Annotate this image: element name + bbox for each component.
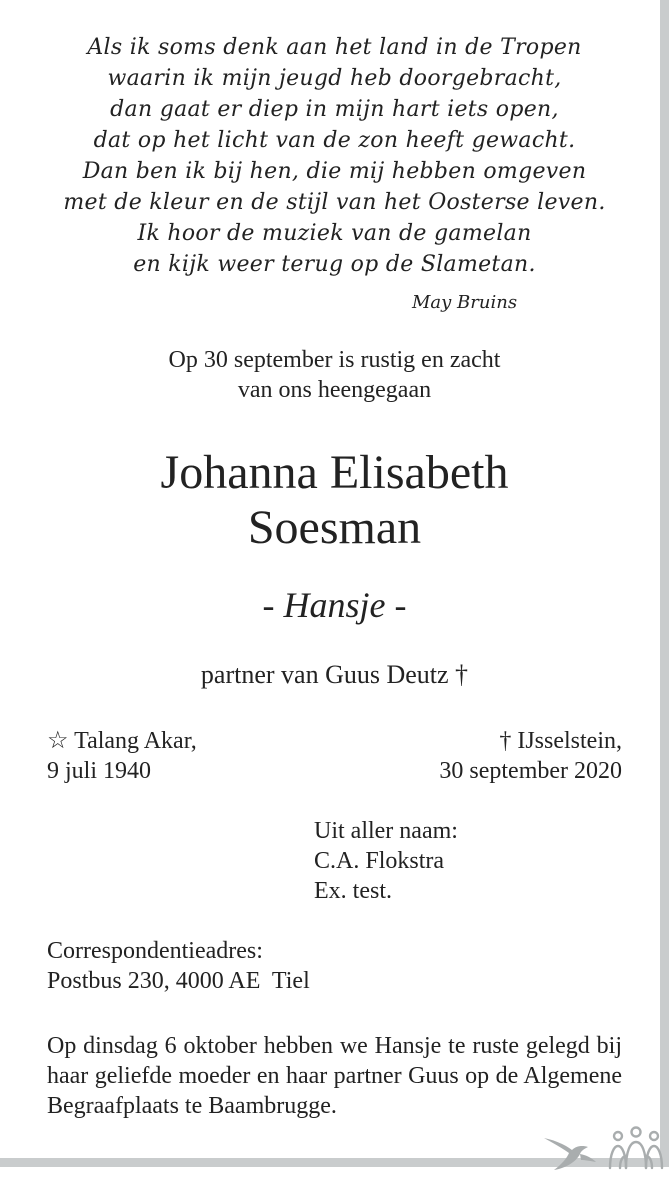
signatories [314, 816, 458, 906]
birth-info [47, 726, 197, 786]
swallow-and-people-icon [540, 1124, 664, 1172]
correspondence-address [47, 936, 310, 996]
signatory-name: C.A. Flokstra [314, 848, 445, 874]
deceased-name [0, 445, 669, 555]
birth-place: ☆ Talang Akar, [47, 728, 197, 754]
partner-line: partner van Guus Deutz † [200, 660, 469, 689]
signatory-heading: Uit aller naam: [314, 818, 458, 844]
poem-line: Dan ben ik bij hen, die mij hebben omgeven [82, 159, 587, 184]
intro-line: Op 30 september is rustig en zacht [168, 347, 501, 373]
family-name: Soesman [247, 501, 422, 554]
poem-author: May Bruins [412, 292, 518, 313]
poem-line: met de kleur en de stijl van het Oosterse leven. [63, 190, 606, 215]
intro-line: van ons heengegaan [237, 377, 432, 403]
death-info [439, 726, 622, 786]
poem-line: dan gaat er diep in mijn hart iets open, [110, 97, 559, 122]
announcement-intro [0, 345, 669, 405]
poem-line: en kijk weer terug op de Slametan. [133, 252, 536, 277]
birth-date: 9 juli 1940 [47, 758, 152, 784]
signatory-name: Ex. test. [314, 878, 392, 904]
death-date: 30 september 2020 [439, 758, 622, 784]
nickname: - Hansje - [262, 585, 407, 625]
poem-line: dat op het licht van de zon heeft gewacht. [93, 128, 576, 153]
death-place: † IJsselstein, [499, 728, 622, 754]
correspondence-label: Correspondentieadres: [47, 938, 263, 964]
poem-line: Ik hoor de muziek van de gamelan [137, 221, 532, 246]
correspondence-value: Postbus 230, 4000 AE Tiel [47, 968, 310, 994]
poem-line: waarin ik mijn jeugd heb doorgebracht, [107, 66, 562, 91]
given-names: Johanna Elisabeth [160, 446, 509, 499]
burial-notice: Op dinsdag 6 oktober hebben we Hansje te ruste gelegd bij haar geliefde moeder en haar partner Guus op de Algemene Begraafplaats te Baambrugge. [47, 1033, 622, 1119]
poem [0, 32, 669, 280]
poem-line: Als ik soms denk aan het land in de Tropen [87, 35, 582, 60]
